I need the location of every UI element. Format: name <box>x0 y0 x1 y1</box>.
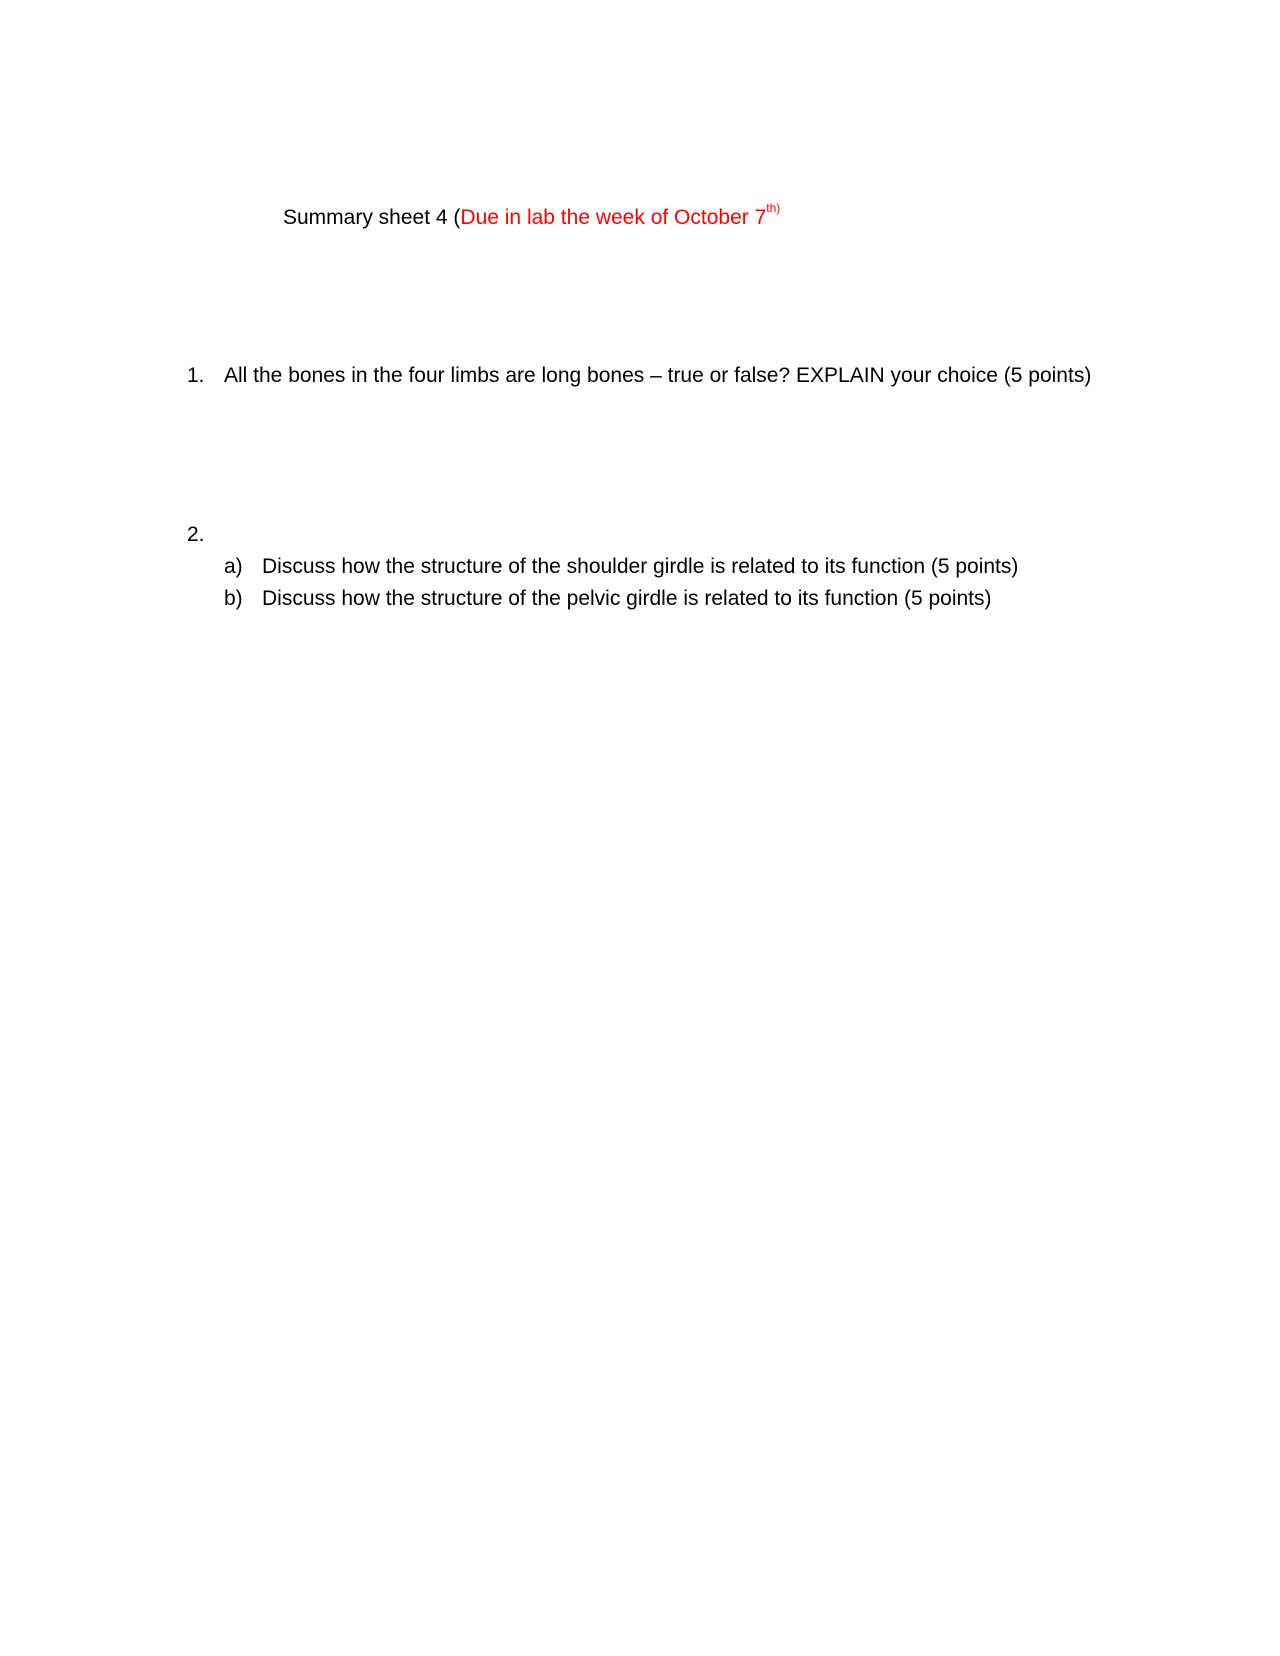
due-date-suffix: th) <box>766 201 781 215</box>
subpart-label: a) <box>224 555 243 578</box>
question-number: 1. <box>187 364 205 387</box>
subpart-text: Discuss how the structure of the shoulder girdle is related to its function (5 points) <box>262 555 1019 578</box>
subpart-text: Discuss how the structure of the pelvic girdle is related to its function (5 points) <box>262 587 992 610</box>
question-number: 2. <box>187 523 205 546</box>
title-prefix: Summary sheet 4 ( <box>283 206 461 229</box>
page-title <box>283 201 781 232</box>
subpart-label: b) <box>224 587 243 610</box>
due-date-text: Due in lab the week of October 7 <box>460 206 767 229</box>
question-text: All the bones in the four limbs are long bones – true or false? EXPLAIN your choice (5 points) <box>224 364 1092 387</box>
